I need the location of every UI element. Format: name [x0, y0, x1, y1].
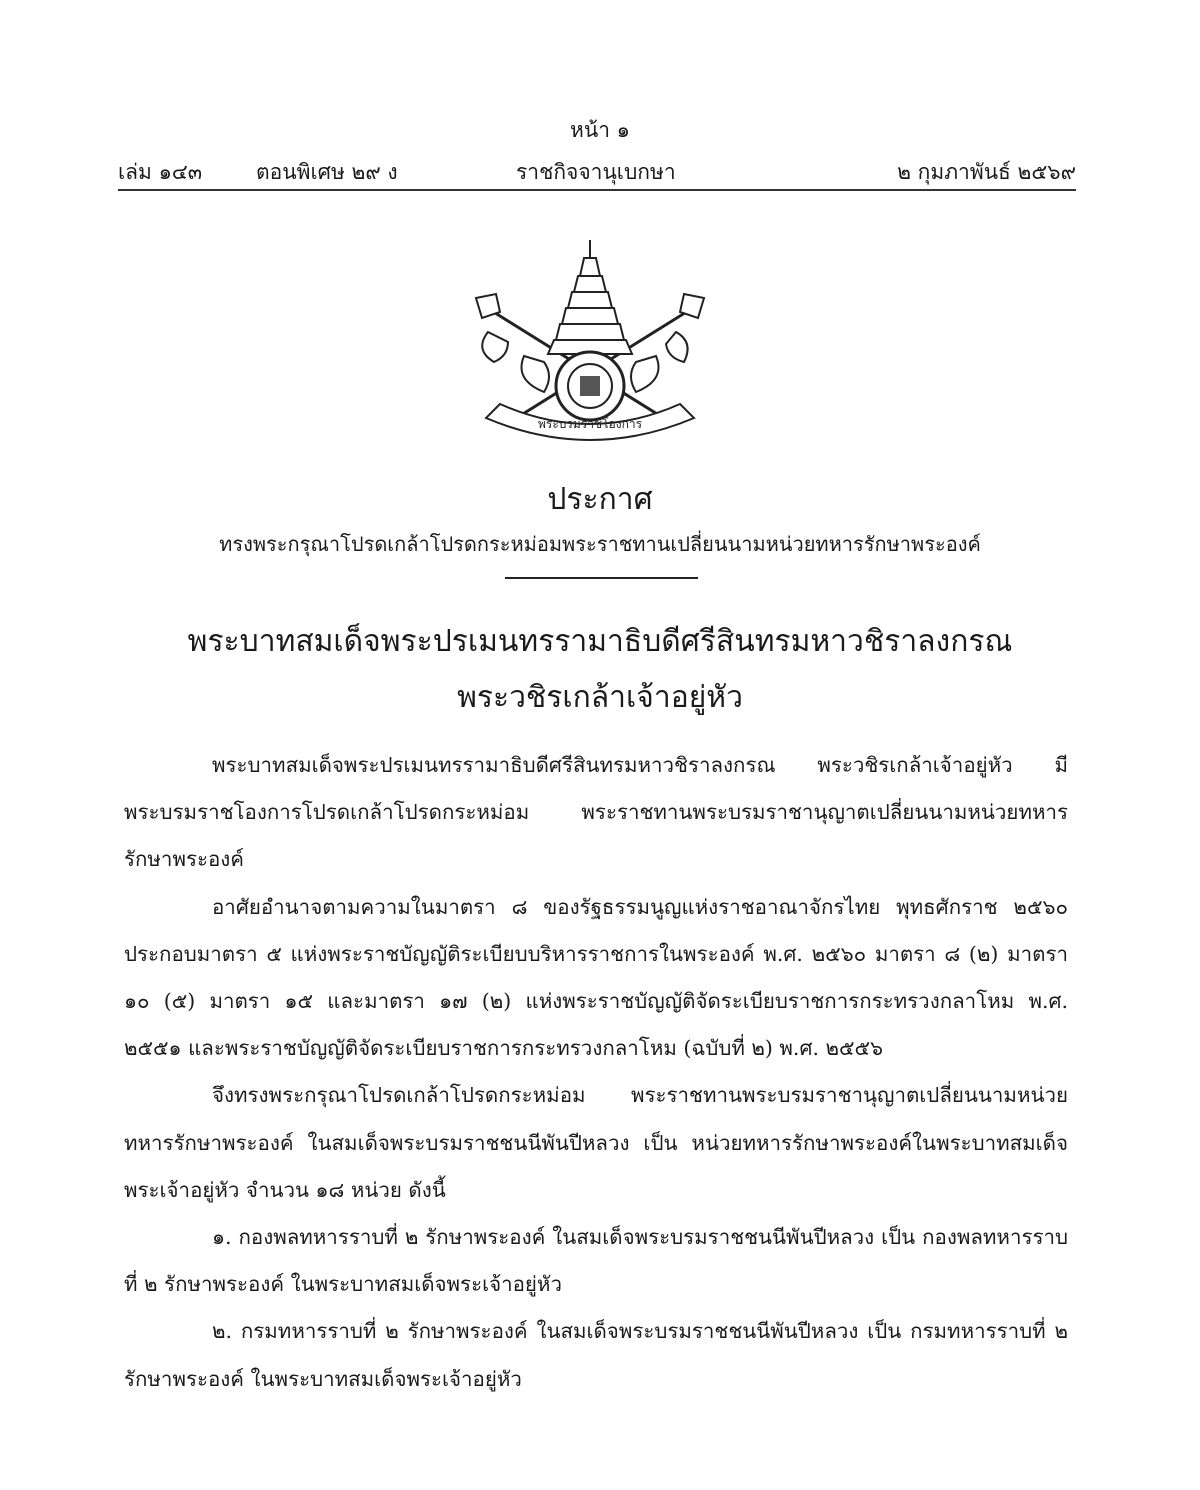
document-body — [124, 742, 1068, 1403]
date-label: ๒ กุมภาพันธ์ ๒๕๖๙ — [897, 160, 1076, 184]
royal-emblem — [470, 236, 710, 454]
paragraph: อาศัยอำนาจตามความในมาตรา ๘ ของรัฐธรรมนูญแห่งราชอาณาจักรไทย พุทธศักราช ๒๕๖๐ ประกอบมาตรา ๕ แห่งพระราชบัญญัติระเบียบบริหารราชการในพระองค์ พ.ศ. ๒๕๖๐ มาตรา ๘ (๒) มาตรา ๑๐ (๕) มาตรา ๑๕ และมาตรา ๑๗ (๒) แห่งพระราชบัญญัติจัดระเบียบราชการกระทรวงกลาโหม พ.ศ. ๒๕๕๑ และพระราชบัญญัติจัดระเบียบราชการกระทรวงกลาโหม (ฉบับที่ ๒) พ.ศ. ๒๕๕๖ — [124, 894, 1068, 1061]
gazette-header — [118, 156, 1076, 186]
gazette-name: ราชกิจจานุเบกษา — [516, 160, 676, 184]
document-subtitle: ทรงพระกรุณาโปรดเกล้าโปรดกระหม่อมพระราชทานเปลี่ยนนามหน่วยทหารรักษาพระองค์ — [219, 532, 981, 556]
king-title-line1: พระบาทสมเด็จพระปรเมนทรรามาธิบดีศรีสินทรมหาวชิราลงกรณ — [187, 624, 1013, 659]
paragraph: ๑. กองพลทหารราบที่ ๒ รักษาพระองค์ ในสมเด็จพระบรมราชชนนีพันปีหลวง เป็น กองพลทหารราบที่ ๒ รักษาพระองค์ ในพระบาทสมเด็จพระเจ้าอยู่หัว — [124, 1225, 1068, 1297]
paragraph: ๒. กรมทหารราบที่ ๒ รักษาพระองค์ ในสมเด็จพระบรมราชชนนีพันปีหลวง เป็น กรมทหารราบที่ ๒ รักษาพระองค์ ในพระบาทสมเด็จพระเจ้าอยู่หัว — [124, 1319, 1068, 1391]
title-divider — [505, 577, 698, 579]
volume-label: เล่ม ๑๔๓ — [118, 160, 203, 184]
paragraph: จึงทรงพระกรุณาโปรดเกล้าโปรดกระหม่อม พระราชทานพระบรมราชานุญาตเปลี่ยนนามหน่วยทหารรักษาพระองค์ ในสมเด็จพระบรมราชชนนีพันปีหลวง เป็น หน่วยทหารรักษาพระองค์ในพระบาทสมเด็จพระเจ้าอยู่หัว จำนวน ๑๘ หน่วย ดังนี้ — [124, 1083, 1068, 1202]
paragraph: พระบาทสมเด็จพระปรเมนทรรามาธิบดีศรีสินทรมหาวชิราลงกรณ พระวชิรเกล้าเจ้าอยู่หัว มีพระบรมราชโองการโปรดเกล้าโปรดกระหม่อม พระราชทานพระบรมราชานุญาตเปลี่ยนนามหน่วยทหารรักษาพระองค์ — [124, 753, 1068, 872]
document-title: ประกาศ — [547, 482, 653, 517]
header-rule — [118, 189, 1076, 191]
emblem-seal-text: พระบรมราชโองการ — [537, 417, 643, 431]
page-number: หน้า ๑ — [570, 118, 630, 142]
king-title-line2: พระวชิรเกล้าเจ้าอยู่หัว — [457, 680, 743, 715]
section-label: ตอนพิเศษ ๒๙ ง — [256, 160, 398, 184]
